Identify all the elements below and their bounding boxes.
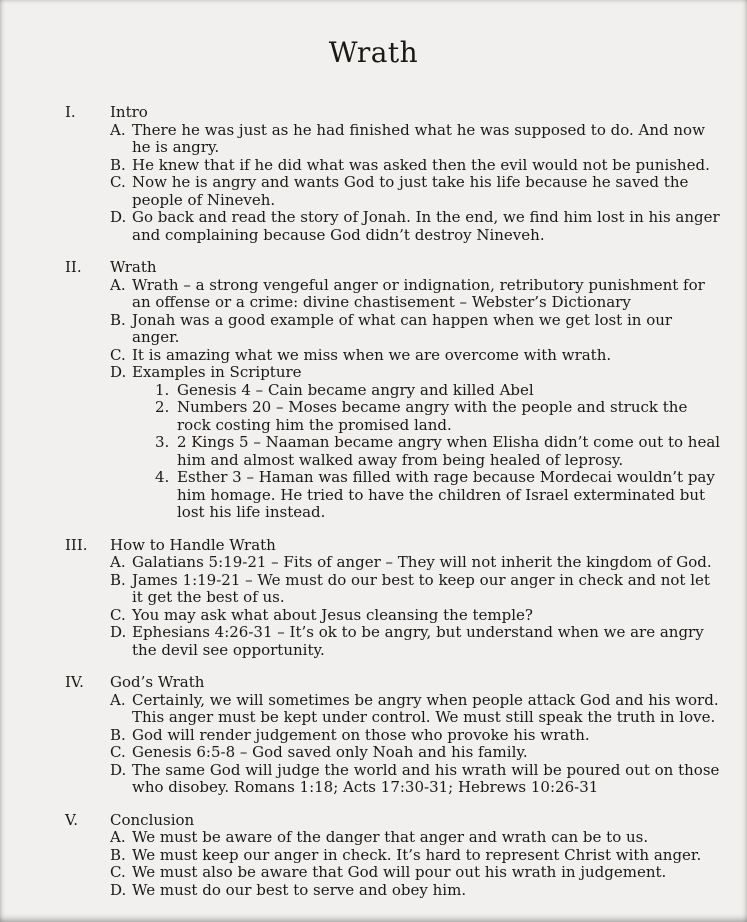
section-header [65, 674, 723, 692]
section-heading: God’s Wrath [110, 673, 205, 691]
item-text: Now he is angry and wants God to just take his life because he saved the people of Nineveh. [132, 173, 689, 209]
subitem-marker: 4. [155, 468, 170, 486]
item-marker: D. [110, 880, 127, 899]
section-conclusion [65, 812, 723, 900]
outline-item [110, 157, 723, 175]
item-marker: D. [110, 760, 127, 779]
item-marker: B. [110, 725, 126, 744]
section-wrath [65, 259, 723, 522]
item-text: You may ask what about Jesus cleansing the temple? [132, 605, 533, 624]
item-marker: B. [110, 845, 126, 864]
item-marker: A. [110, 828, 126, 846]
section-heading: Intro [110, 103, 148, 121]
outline-item [110, 882, 723, 900]
subitem-text: Esther 3 – Haman was filled with rage because Mordecai wouldn’t pay him homage. He tried to have the children of Israel exterminated but lost his life instead. [177, 468, 715, 521]
item-marker: A. [110, 553, 126, 571]
item-text: Ephesians 4:26-31 – It’s ok to be angry, but understand when we are angry the devil see opportunity. [132, 623, 704, 659]
outline-subitem [155, 382, 723, 400]
section-gods-wrath [65, 674, 723, 797]
item-text: We must do our best to serve and obey him. [132, 880, 467, 899]
outline-subitem [155, 399, 723, 434]
outline-item [110, 692, 723, 727]
outline-item [110, 762, 723, 797]
item-marker: B. [110, 155, 126, 174]
outline-item [110, 174, 723, 209]
item-text: The same God will judge the world and his wrath will be poured out on those who disobey. Romans 1:18; Acts 17:30-31; Hebrews 10:26-31 [132, 760, 720, 796]
outline-item [110, 727, 723, 745]
item-text: God will render judgement on those who provoke his wrath. [132, 725, 590, 744]
section-header [65, 812, 723, 830]
item-text: Wrath – a strong vengeful anger or indignation, retributory punishment for an offense or a crime: divine chastisement – Webster’s Dictionary [132, 275, 705, 311]
item-marker: D. [110, 363, 127, 381]
subitem-marker: 3. [155, 433, 170, 451]
outline-item [110, 864, 723, 882]
item-marker: D. [110, 208, 127, 226]
item-text: Go back and read the story of Jonah. In the end, we find him lost in his anger and complaining because God didn’t destroy Nineveh. [132, 208, 720, 244]
item-marker: C. [110, 345, 126, 364]
section-numeral: I. [65, 103, 76, 121]
item-text: James 1:19-21 – We must do our best to keep our anger in check and not let it get the best of us. [132, 570, 710, 606]
item-marker: C. [110, 863, 126, 881]
section-numeral: IV. [65, 673, 84, 691]
item-marker: C. [110, 173, 126, 191]
item-text: Jonah was a good example of what can happen when we get lost in our anger. [132, 310, 673, 346]
outline-item [110, 744, 723, 762]
item-marker: B. [110, 570, 126, 589]
item-marker: A. [110, 690, 126, 709]
outline-item [110, 364, 723, 382]
item-marker: B. [110, 310, 126, 329]
item-text: He knew that if he did what was asked then the evil would not be punished. [132, 155, 710, 174]
subitem-marker: 1. [155, 380, 170, 399]
section-header [65, 259, 723, 277]
outline-item [110, 122, 723, 157]
item-marker: A. [110, 275, 126, 294]
item-text: Certainly, we will sometimes be angry when people attack God and his word. This anger must be kept under control. We must still speak the truth in love. [132, 690, 719, 726]
item-text: We must also be aware that God will pour out his wrath in judgement. [132, 863, 667, 881]
section-header [65, 104, 723, 122]
section-intro [65, 104, 723, 244]
outline-item [110, 312, 723, 347]
outline-item [110, 607, 723, 625]
item-text: It is amazing what we miss when we are overcome with wrath. [132, 345, 612, 364]
outline-item [110, 277, 723, 312]
outline-item [110, 572, 723, 607]
item-marker: A. [110, 120, 126, 139]
item-marker: C. [110, 605, 126, 624]
item-text: Examples in Scripture [132, 363, 302, 381]
outline-item [110, 347, 723, 365]
subitem-text: Genesis 4 – Cain became angry and killed Abel [177, 380, 534, 399]
section-heading: How to Handle Wrath [110, 535, 276, 554]
subitem-text: Numbers 20 – Moses became angry with the people and struck the rock costing him the promised land. [177, 398, 688, 434]
outline-item [110, 209, 723, 244]
section-numeral: II. [65, 258, 82, 276]
item-text: We must be aware of the danger that anger and wrath can be to us. [132, 828, 649, 846]
item-text: There he was just as he had finished what he was supposed to do. And now he is angry. [132, 120, 705, 156]
item-text: Genesis 6:5-8 – God saved only Noah and his family. [132, 743, 528, 761]
item-text: Galatians 5:19-21 – Fits of anger – They will not inherit the kingdom of God. [132, 553, 712, 571]
section-header [65, 537, 723, 555]
item-text: We must keep our anger in check. It’s hard to represent Christ with anger. [132, 845, 702, 864]
item-marker: C. [110, 743, 126, 761]
section-how-to-handle-wrath [65, 537, 723, 660]
outline-item [110, 624, 723, 659]
item-marker: D. [110, 623, 127, 641]
section-numeral: V. [65, 810, 78, 829]
outline-item [110, 847, 723, 865]
section-heading: Conclusion [110, 810, 195, 829]
document-title: Wrath [328, 36, 419, 69]
outline-item [110, 554, 723, 572]
section-numeral: III. [65, 535, 88, 554]
subitem-marker: 2. [155, 398, 170, 416]
outline-subitem [155, 434, 723, 469]
outline-item [110, 829, 723, 847]
outline [0, 68, 747, 899]
outline-subitem [155, 469, 723, 522]
section-heading: Wrath [110, 258, 157, 276]
subitem-text: 2 Kings 5 – Naaman became angry when Elisha didn’t come out to heal him and almost walked away from being healed of leprosy. [177, 433, 721, 469]
